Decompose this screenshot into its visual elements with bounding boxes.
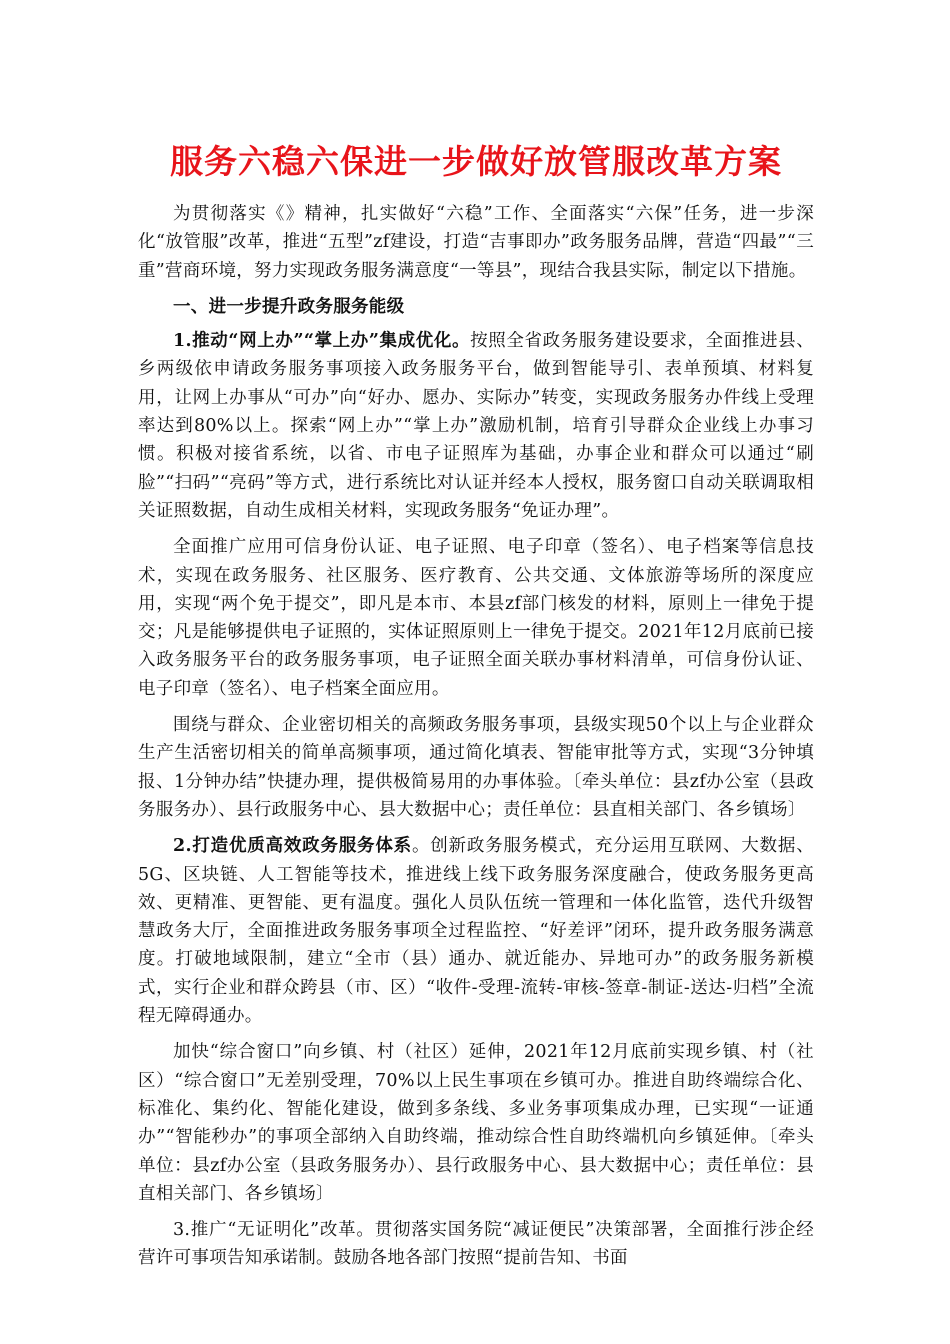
section-heading	[138, 293, 814, 321]
paragraph-text: 3.推广“无证明化”改革。贯彻落实国务院“减证便民”决策部署，全面推行涉企经营许可事项告知承诺制。鼓励各地各部门按照“提前告知、书面	[138, 1220, 814, 1269]
body-paragraph	[138, 711, 814, 824]
paragraph-text: 围绕与群众、企业密切相关的高频政务服务事项，县级实现50个以上与企业群众生产生活密切相关的简单高频事项，通过简化填表、智能审批等方式，实现“3分钟填报、1分钟办结”快捷办理，提供极简易用的办事体验。〔牵头单位：县zf办公室（县政务服务办）、县行政服务中心、县大数据中心；责任单位：县直相关部门、各乡镇场〕	[138, 715, 814, 820]
item-paragraph-3	[138, 1216, 814, 1273]
item-lead: 1.推动“网上办”“掌上办”集成优化。	[173, 331, 471, 352]
paragraph-text: 。创新政务服务模式，充分运用互联网、大数据、5G、区块链、人工智能等技术，推进线上线下政务服务深度融合，使政务服务更高效、更精准、更智能、更有温度。强化人员队伍统一管理和一体化监管，迭代升级智慧政务大厅，全面推进政务服务事项全过程监控、“好差评”闭环，提升政务服务满意度。打破地域限制，建立“全市（县）通办、就近能办、异地可办”的政务服务新模式，实行企业和群众跨县（市、区）“收件-受理-流转-审核-签章-制证-送达-归档”全流程无障碍通办。	[138, 836, 815, 1027]
document-title: 服务六稳六保进一步做好放管服改革方案	[170, 142, 782, 181]
paragraph-text: 为贯彻落实《》精神，扎实做好“六稳”工作、全面落实“六保”任务，进一步深化“放管服”改革，推进“五型”zf建设，打造“吉事即办”政务服务品牌，营造“四最”“三重”营商环境，努力实现政务服务满意度“一等县”，现结合我县实际，制定以下措施。	[138, 204, 814, 281]
item-lead: 2.打造优质高效政务服务体系	[173, 836, 412, 857]
paragraph-text: 加快“综合窗口”向乡镇、村（社区）延伸，2021年12月底前实现乡镇、村（社区）“综合窗口”无差别受理，70%以上民生事项在乡镇可办。推进自助终端综合化、标准化、集约化、智能化建设，做到多条线、多业务事项集成办理，已实现“一证通办”“智能秒办”的事项全部纳入自助终端，推动综合性自助终端机向乡镇延伸。〔牵头单位：县zf办公室（县政务服务办）、县行政服务中心、县大数据中心；责任单位：县直相关部门、各乡镇场〕	[138, 1042, 814, 1204]
paragraph-text: 按照全省政务服务建设要求，全面推进县、乡两级依申请政务服务事项接入政务服务平台，做到智能导引、表单预填、材料复用，让网上办事从“可办”向“好办、愿办、实际办”转变，实现政务服务办件线上受理率达到80%以上。探索“网上办”“掌上办”激励机制，培育引导群众企业线上办事习惯。积极对接省系统，以省、市电子证照库为基础，办事企业和群众可以通过“刷脸”“扫码”“亮码”等方式，进行系统比对认证并经本人授权，服务窗口自动关联调取相关证照数据，自动生成相关材料，实现政务服务“免证办理”。	[138, 331, 814, 521]
section-heading-text: 一、进一步提升政务服务能级	[173, 296, 405, 317]
paragraph-text: 全面推广应用可信身份认证、电子证照、电子印章（签名）、电子档案等信息技术，实现在政务服务、社区服务、医疗教育、公共交通、文体旅游等场所的深度应用，实现“两个免于提交”，即凡是本市、本县zf部门核发的材料，原则上一律免于提交；凡是能够提供电子证照的，实体证照原则上一律免于提交。2021年12月底前已接入政务服务平台的政务服务事项，电子证照全面关联办事材料清单，可信身份认证、电子印章（签名）、电子档案全面应用。	[138, 537, 814, 699]
document-page	[138, 138, 814, 1281]
item-paragraph-2	[138, 832, 814, 1030]
intro-paragraph	[138, 200, 814, 285]
body-paragraph	[138, 533, 814, 703]
body-paragraph	[138, 1038, 814, 1208]
item-paragraph-1	[138, 327, 814, 525]
